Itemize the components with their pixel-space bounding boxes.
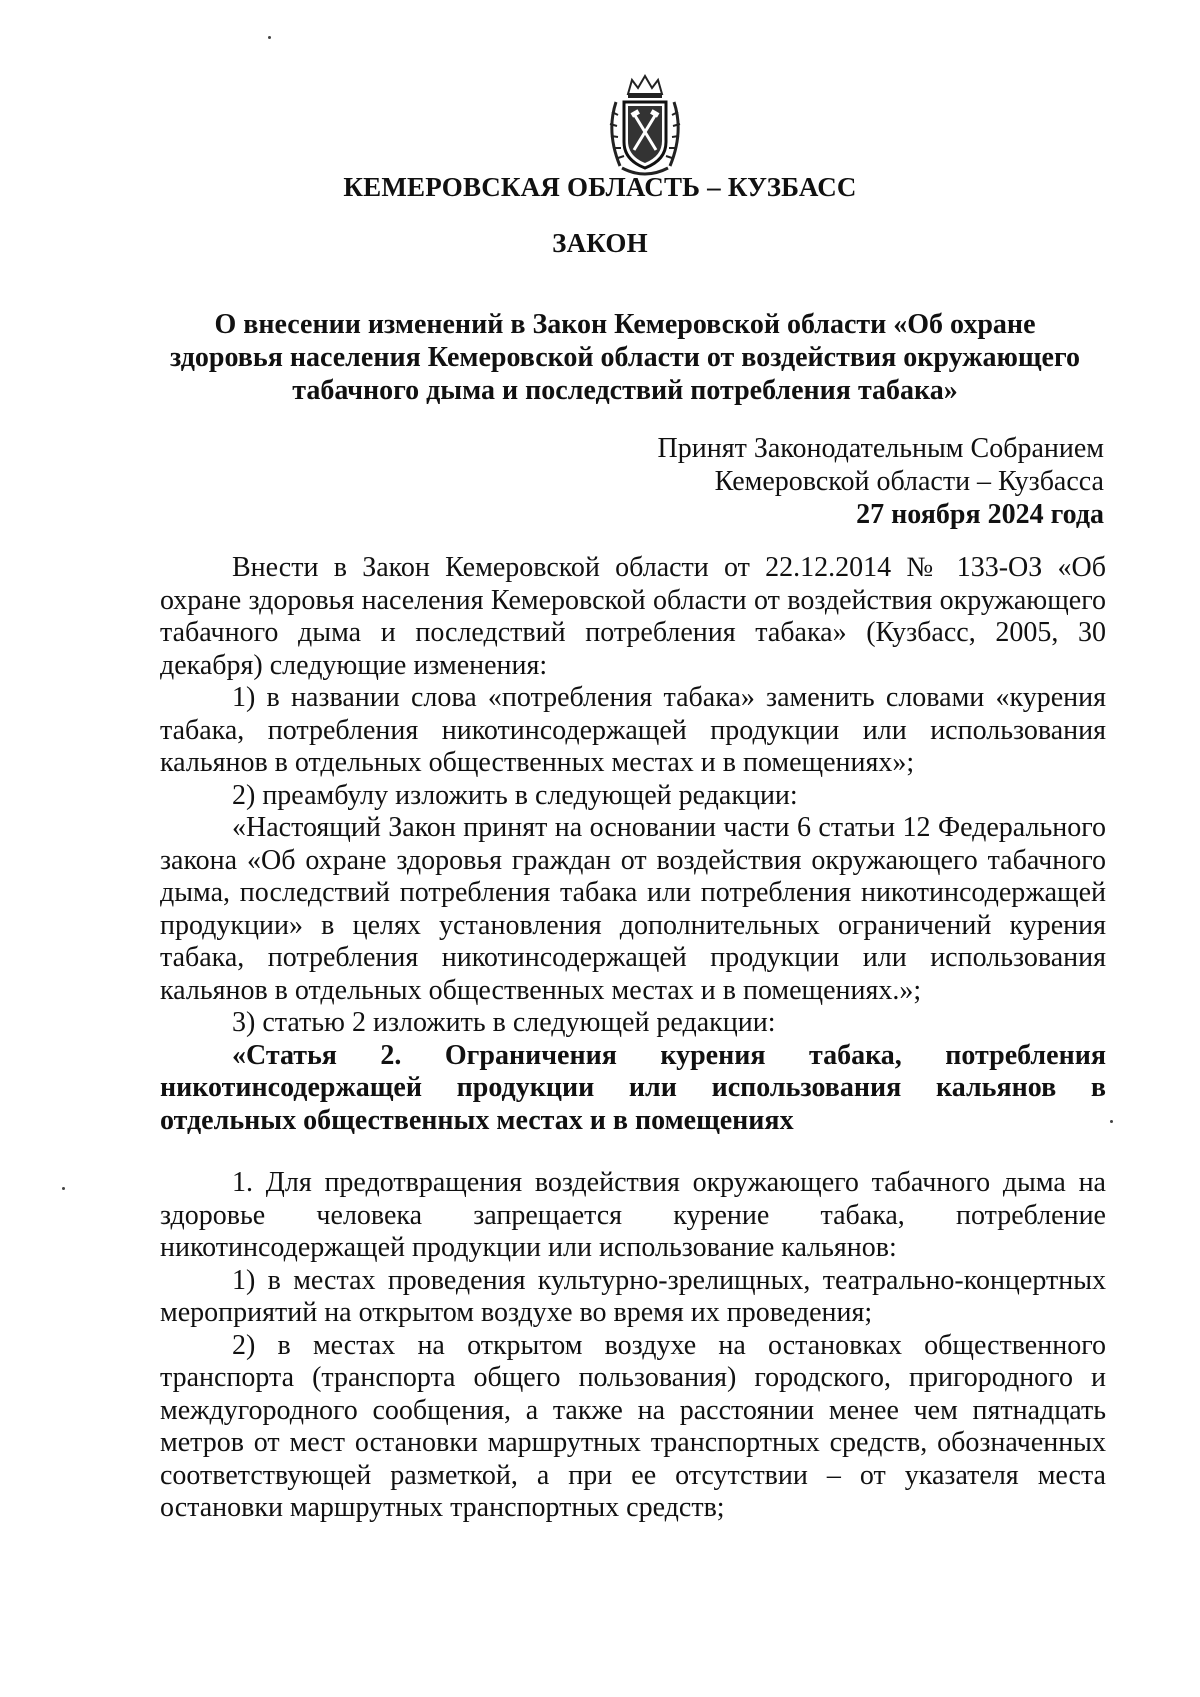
- article-heading: «Статья 2. Ограничения курения табака, потребления никотинсодержащей продукции или использования кальянов в отдельных общественных местах и в помещениях: [160, 1039, 1106, 1136]
- document-type: ЗАКОН: [552, 228, 648, 258]
- adoption-date: 27 ноября 2024 года: [856, 499, 1104, 530]
- coat-of-arms-icon: [602, 72, 688, 182]
- title-line: О внесении изменений в Закон Кемеровской области «Об охране: [214, 309, 1036, 340]
- scan-speck: [268, 36, 271, 39]
- scan-speck: [62, 1187, 65, 1190]
- title-line: здоровья населения Кемеровской области от воздействия окружающего: [169, 342, 1080, 373]
- region-heading: КЕМЕРОВСКАЯ ОБЛАСТЬ – КУЗБАСС: [343, 172, 857, 202]
- article-subpoint-2: 2) в местах на открытом воздухе на остановках общественного транспорта (транспорта общего пользования) городского, пригородного и междугородного сообщения, а также на расстоянии менее чем пятнадцать метров от мест остановки маршрутных транспортных средств, обозначенных соответствующей разметкой, а при ее отсутствии – от указателя места остановки маршрутных транспортных средств;: [160, 1329, 1106, 1523]
- adopted-by-line: Кемеровской области – Кузбасса: [714, 466, 1104, 497]
- article-point-1: 1. Для предотвращения воздействия окружающего табачного дыма на здоровье человека запрещается курение табака, потребление никотинсодержащей продукции или использование кальянов:: [160, 1167, 1106, 1263]
- amendment-item-3: 3) статью 2 изложить в следующей редакции:: [232, 1007, 776, 1038]
- scan-speck: [1110, 1120, 1113, 1123]
- law-title: [150, 308, 1100, 407]
- article-subpoint-1: 1) в местах проведения культурно-зрелищных, театрально-концертных мероприятий на открытом воздухе во время их проведения;: [160, 1264, 1106, 1328]
- preamble-text: «Настоящий Закон принят на основании части 6 статьи 12 Федерального закона «Об охране здоровья граждан от воздействия окружающего табачного дыма, последствий потребления табака или потребления никотинсодержащей продукции» в целях установления дополнительных ограничений курения табака, потребления никотинсодержащей продукции или использования кальянов в отдельных общественных местах и в помещениях.»;: [160, 812, 1106, 1006]
- amendment-item-1: 1) в названии слова «потребления табака» заменить словами «курения табака, потребления никотинсодержащей продукции или использования кальянов в отдельных общественных местах и в помещениях»;: [160, 682, 1106, 778]
- adoption-block: [658, 432, 1104, 531]
- adopted-by-line: Принят Законодательным Собранием: [657, 433, 1104, 464]
- title-line: табачного дыма и последствий потребления табака»: [292, 375, 958, 406]
- amendment-item-2: 2) преамбулу изложить в следующей редакции:: [232, 779, 798, 811]
- spacer: [160, 1137, 1106, 1167]
- law-body: [160, 552, 1106, 1525]
- intro-paragraph: Внести в Закон Кемеровской области от 22.12.2014 № 133-ОЗ «Об охране здоровья населения Кемеровской области от воздействия окружающего табачного дыма и последствий потребления табака» (Кузбасс, 2005, 30 декабря) следующие изменения:: [160, 552, 1106, 681]
